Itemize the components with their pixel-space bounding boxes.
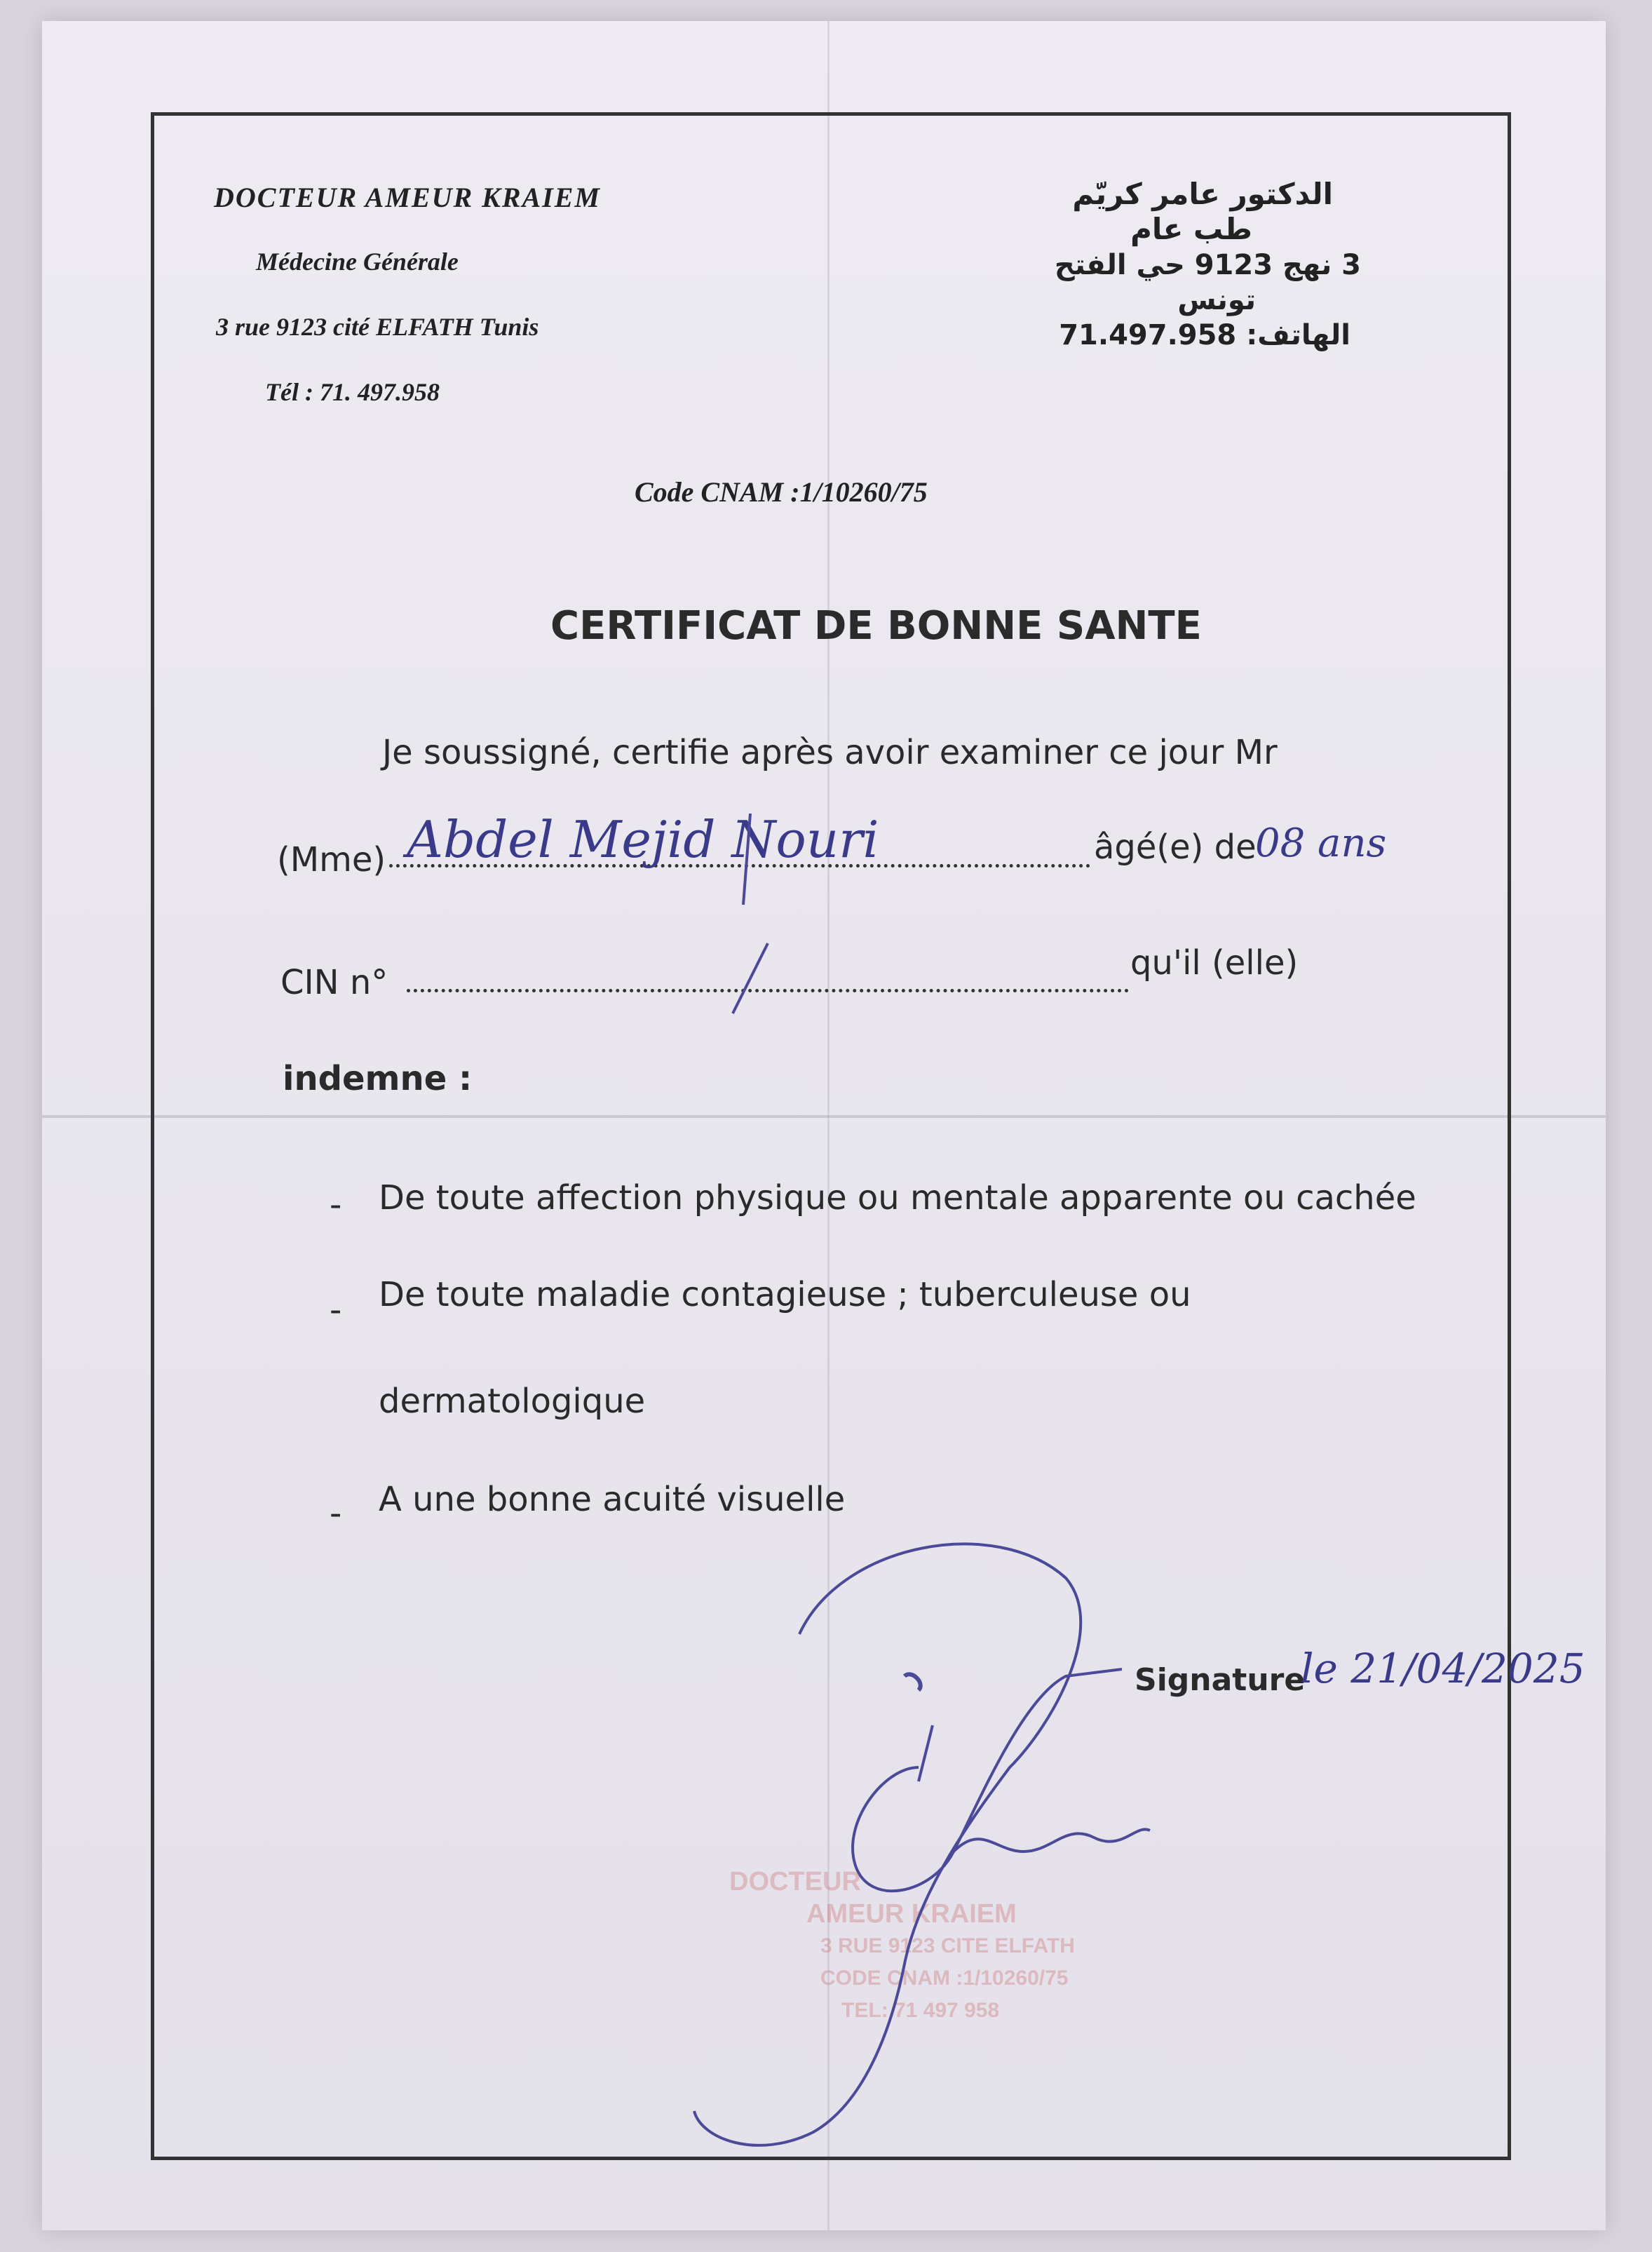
item-affection: De toute affection physique ou mentale apparente ou cachée bbox=[379, 1178, 1416, 1218]
item-contagion-cont: dermatologique bbox=[379, 1382, 646, 1421]
indemne-label: indemne : bbox=[283, 1059, 473, 1098]
cnam-code: Code CNAM :1/10260/75 bbox=[635, 476, 928, 508]
bullet-1: - bbox=[330, 1185, 342, 1225]
stamp-line-2: AMEUR KRAIEM bbox=[806, 1899, 1017, 1929]
item-acuity: A une bonne acuité visuelle bbox=[379, 1480, 846, 1519]
document-title: CERTIFICAT DE BONNE SANTE bbox=[550, 603, 1202, 649]
stamp-line-1: DOCTEUR bbox=[729, 1867, 861, 1896]
age-handwritten: 08 ans bbox=[1255, 821, 1387, 866]
phone-ar: الهاتف: 71.497.958 bbox=[1059, 319, 1350, 351]
specialty-ar: طب عام bbox=[1130, 212, 1252, 246]
stamp-line-3: 3 RUE 9123 CITE ELFATH bbox=[820, 1934, 1075, 1957]
signature-date: le 21/04/2025 bbox=[1301, 1645, 1585, 1692]
mme-label: (Mme) bbox=[277, 840, 386, 879]
city-ar: تونس bbox=[1177, 284, 1256, 316]
specialty-fr: Médecine Générale bbox=[256, 248, 459, 276]
doctor-name-ar: الدكتور عامر كريّم bbox=[1072, 177, 1333, 211]
address-ar: 3 نهج 9123 حي الفتح bbox=[1054, 249, 1361, 281]
age-label: âgé(e) de bbox=[1094, 828, 1257, 867]
stamp-line-4: CODE CNAM :1/10260/75 bbox=[820, 1967, 1069, 1990]
cin-tail: qu'il (elle) bbox=[1130, 943, 1299, 983]
item-contagion: De toute maladie contagieuse ; tuberculeuse ou bbox=[379, 1275, 1191, 1314]
signature-label: Signature bbox=[1135, 1662, 1306, 1698]
bullet-2: - bbox=[330, 1290, 342, 1330]
doctor-name-fr: DOCTEUR AMEUR KRAIEM bbox=[214, 182, 601, 213]
stamp-line-5: TEL: 71 497 958 bbox=[841, 1999, 1000, 2022]
address-fr: 3 rue 9123 cité ELFATH Tunis bbox=[216, 313, 539, 341]
cin-label: CIN n° bbox=[280, 963, 388, 1002]
intro-line: Je soussigné, certifie après avoir examiner ce jour Mr bbox=[382, 733, 1278, 772]
phone-fr: Tél : 71. 497.958 bbox=[265, 378, 440, 406]
patient-name-handwritten: Abdel Mejid Nouri bbox=[407, 810, 879, 869]
bullet-3: - bbox=[330, 1494, 342, 1533]
